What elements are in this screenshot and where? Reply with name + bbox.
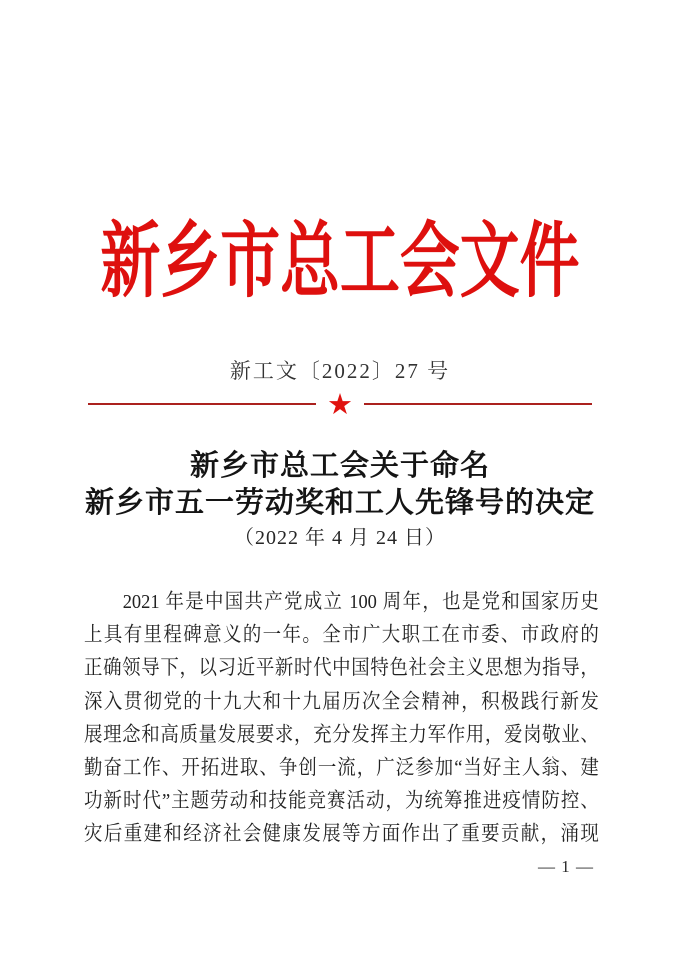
document-body-paragraph bbox=[84, 586, 599, 852]
red-divider-rule bbox=[88, 387, 592, 421]
body-line: 正确领导下，以习近平新时代中国特色社会主义思想为指导， bbox=[84, 657, 599, 680]
star-icon: ★ bbox=[327, 387, 353, 421]
agency-header-title: 新乡市总工会文件 bbox=[100, 216, 580, 307]
body-line: 深入贯彻党的十九大和十九届历次全会精神，积极践行新发 bbox=[84, 690, 599, 713]
body-line: 灾后重建和经济社会健康发展等方面作出了重要贡献，涌现 bbox=[84, 823, 599, 846]
document-number: 新工文〔2022〕27 号 bbox=[229, 359, 451, 383]
document-title-line2: 新乡市五一劳动奖和工人先锋号的决定 bbox=[84, 487, 595, 519]
body-line: 2021 年是中国共产党成立 100 周年，也是党和国家历史 bbox=[122, 591, 599, 613]
body-line: 勤奋工作、开拓进取、争创一流，广泛参加“当好主人翁、建 bbox=[84, 756, 599, 779]
body-line: 展理念和高质量发展要求，充分发挥主力军作用，爱岗敬业、 bbox=[84, 723, 599, 746]
divider-line-right bbox=[364, 403, 592, 405]
document-date: （2022 年 4 月 24 日） bbox=[234, 527, 446, 549]
page-number: — 1 — bbox=[538, 857, 594, 876]
document-title-line1: 新乡市总工会关于命名 bbox=[189, 450, 490, 482]
body-line: 上具有里程碑意义的一年。全市广大职工在市委、市政府的 bbox=[84, 624, 599, 647]
body-line: 功新时代”主题劳动和技能竞赛活动，为统筹推进疫情防控、 bbox=[84, 790, 599, 813]
divider-line-left bbox=[88, 403, 316, 405]
document-title bbox=[0, 448, 680, 522]
